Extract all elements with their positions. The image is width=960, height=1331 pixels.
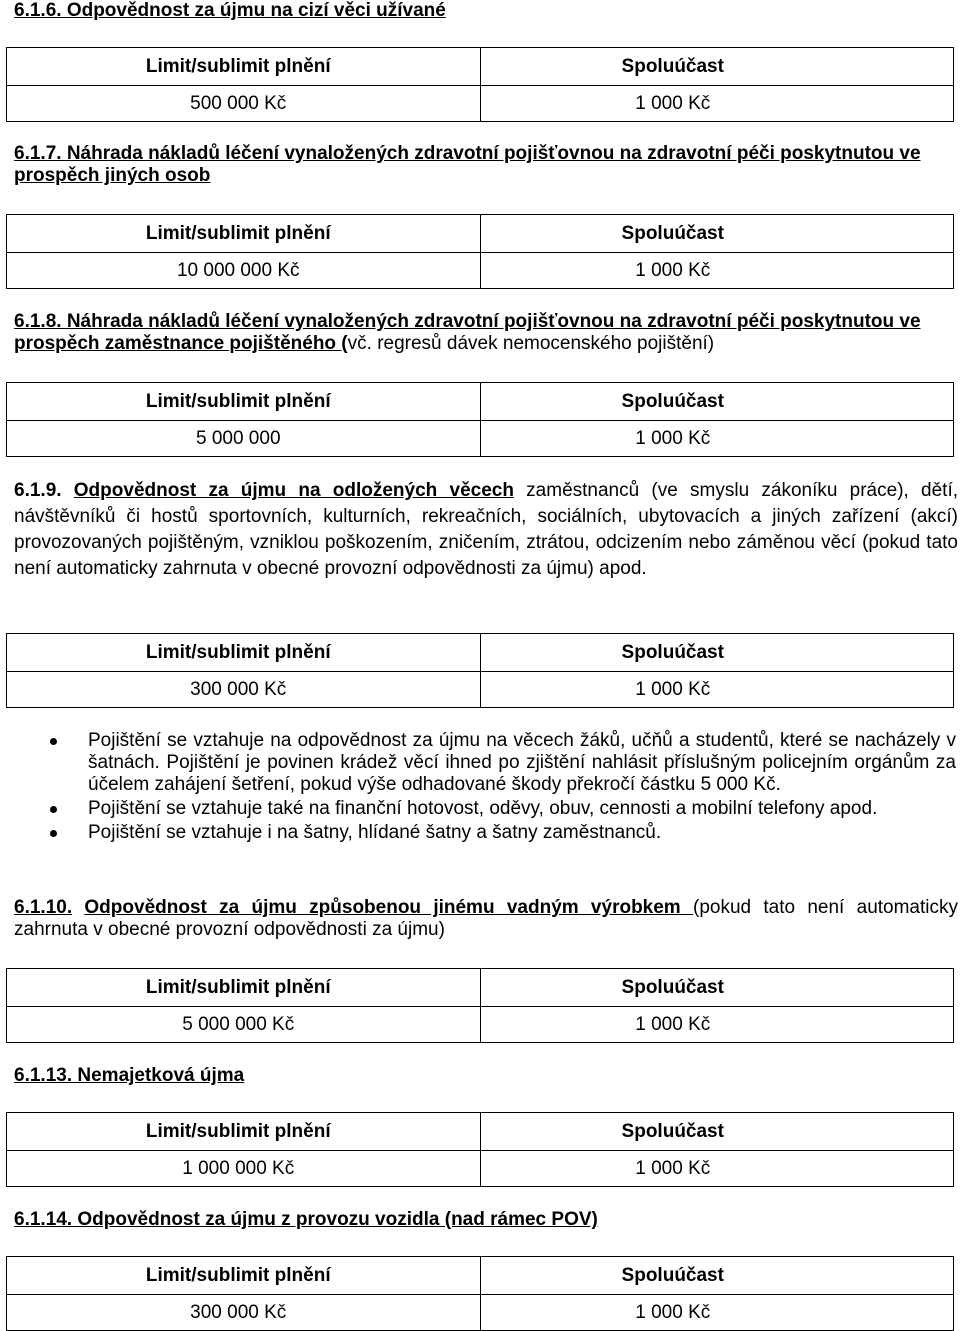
section-6-1-9-bullet-list	[0, 730, 958, 846]
section-6-1-14-table	[6, 1256, 954, 1331]
section-6-1-6-table	[6, 47, 954, 122]
deductible-value: 1 000 Kč	[480, 86, 954, 122]
section-6-1-8-table	[6, 382, 954, 457]
limit-value: 5 000 000	[7, 421, 481, 457]
deductible-value: 1 000 Kč	[480, 421, 954, 457]
deductible-header: Spoluúčast	[480, 383, 954, 421]
section-6-1-6-heading: 6.1.6. Odpovědnost za újmu na cizí věci užívané	[14, 0, 446, 21]
limit-value: 5 000 000 Kč	[7, 1007, 481, 1043]
list-item: Pojištění se vztahuje také na finanční hotovost, oděvy, obuv, cennosti a mobilní telefony apod.	[0, 798, 958, 820]
limit-value: 300 000 Kč	[7, 672, 481, 708]
limit-value: 10 000 000 Kč	[7, 253, 481, 289]
deductible-value: 1 000 Kč	[480, 672, 954, 708]
section-6-1-9-paragraph: 6.1.9. Odpovědnost za újmu na odložených věcech zaměstnanců (ve smyslu zákoníku práce), dětí, návštěvníků či hostů sportovních, kulturních, rekreačních, sociálních, ubytovacích a jiných zařízení (akcí) provozovaných pojištěným, vzniklou poškozením, zničením, ztrátou, odcizením nebo záměnou věcí (pokud tato není automaticky zahrnuta v obecné provozní odpovědnosti za újmu) apod.	[14, 480, 958, 579]
deductible-value: 1 000 Kč	[480, 1151, 954, 1187]
section-6-1-10-table	[6, 968, 954, 1043]
limit-value: 500 000 Kč	[7, 86, 481, 122]
section-6-1-7-heading: 6.1.7. Náhrada nákladů léčení vynaložených zdravotní pojišťovnou na zdravotní péči poskytnutou ve prospěch jiných osob	[14, 143, 921, 186]
list-item: Pojištění se vztahuje na odpovědnost za újmu na věcech žáků, učňů a studentů, které se nacházely v šatnách. Pojištění je povinen krádež věcí ihned po zjištění nahlásit příslušným policejním orgánům za účelem zahájení šetření, pokud výše odhadované škody překročí částku 5 000 Kč.	[0, 730, 958, 796]
limit-header: Limit/sublimit plnění	[7, 1113, 481, 1151]
limit-header: Limit/sublimit plnění	[7, 634, 481, 672]
section-6-1-8-heading: 6.1.8. Náhrada nákladů léčení vynaložených zdravotní pojišťovnou na zdravotní péči poskytnutou ve prospěch zaměstnance pojištěného (vč. regresů dávek nemocenského pojištění)	[14, 311, 921, 354]
section-6-1-13-heading: 6.1.13. Nemajetková újma	[14, 1065, 245, 1086]
limit-header: Limit/sublimit plnění	[7, 48, 481, 86]
deductible-value: 1 000 Kč	[480, 1007, 954, 1043]
deductible-header: Spoluúčast	[480, 969, 954, 1007]
deductible-header: Spoluúčast	[480, 634, 954, 672]
bullet-icon	[50, 830, 57, 837]
bullet-icon	[50, 806, 57, 813]
deductible-header: Spoluúčast	[480, 48, 954, 86]
section-6-1-9-table	[6, 633, 954, 708]
deductible-header: Spoluúčast	[480, 1113, 954, 1151]
deductible-header: Spoluúčast	[480, 1257, 954, 1295]
limit-header: Limit/sublimit plnění	[7, 215, 481, 253]
section-6-1-13-table	[6, 1112, 954, 1187]
limit-value: 300 000 Kč	[7, 1295, 481, 1331]
limit-header: Limit/sublimit plnění	[7, 1257, 481, 1295]
bullet-icon	[50, 738, 57, 745]
section-6-1-10-heading: 6.1.10. Odpovědnost za újmu způsobenou jinému vadným výrobkem (pokud tato není automaticky zahrnuta v obecné provozní odpovědnosti za újmu)	[14, 897, 959, 940]
limit-header: Limit/sublimit plnění	[7, 383, 481, 421]
list-item: Pojištění se vztahuje i na šatny, hlídané šatny a šatny zaměstnanců.	[0, 822, 958, 844]
limit-header: Limit/sublimit plnění	[7, 969, 481, 1007]
section-6-1-14-heading: 6.1.14. Odpovědnost za újmu z provozu vozidla (nad rámec POV)	[14, 1209, 598, 1230]
deductible-value: 1 000 Kč	[480, 1295, 954, 1331]
deductible-header: Spoluúčast	[480, 215, 954, 253]
section-6-1-7-table	[6, 214, 954, 289]
limit-value: 1 000 000 Kč	[7, 1151, 481, 1187]
deductible-value: 1 000 Kč	[480, 253, 954, 289]
